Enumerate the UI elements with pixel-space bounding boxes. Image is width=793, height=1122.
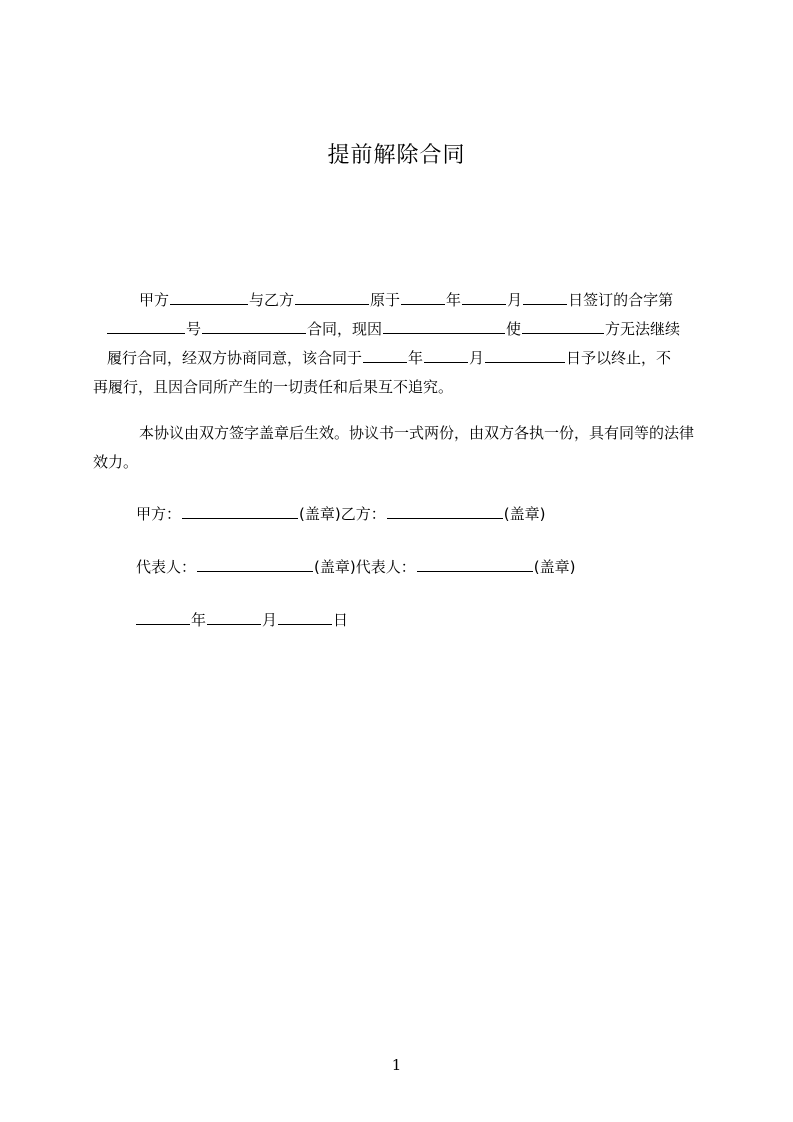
seal-b-label: (盖章) [503,505,546,523]
contract-now-label: 合同，现因 [307,320,383,338]
day-signed-label: 日签订的合字第 [568,291,674,309]
reason-blank[interactable] [383,319,505,334]
document-title: 提前解除合同 [327,143,466,168]
termination-clause [93,286,705,402]
number-label: 号 [186,320,202,338]
validity-clause [93,419,705,477]
rep-seal-b-label: (盖章) [533,558,576,576]
party-a-label: 甲方 [139,291,170,309]
day-terminate-label: 日予以终止，不 [566,349,672,367]
date-day-label: 日 [333,611,349,629]
contract-number-blank[interactable] [202,319,306,334]
rep-a-blank[interactable] [197,557,313,572]
page-number: 1 [391,1056,402,1074]
month-label: 月 [507,291,523,309]
seal-a-label: (盖章) [299,505,341,523]
cannot-continue-label: 方无法继续 [605,320,681,338]
line4-text: 再履行，且因合同所产生的一切责任和后果互不追究。 [93,378,454,396]
sign-party-b-label: 乙方： [340,505,386,523]
date-day-blank[interactable] [278,610,332,625]
rep-b-label: 代表人： [355,558,416,576]
signature-row-representatives [136,555,575,579]
signature-row-parties [136,502,545,526]
line3-text: 履行合同，经双方协商同意，该合同于 [107,349,363,367]
validity-text: 本协议由双方签字盖章后生效。协议书一式两份，由双方各执一份，具有同等的法律效力。 [93,424,695,471]
rep-a-label: 代表人： [136,558,197,576]
date-year-label: 年 [191,611,207,629]
contract-prefix-blank[interactable] [107,319,185,334]
year-label: 年 [446,291,462,309]
year2-label: 年 [408,349,424,367]
originally-label: 原于 [370,291,401,309]
sign-party-b-blank[interactable] [387,504,503,519]
make-label: 使 [506,320,522,338]
date-year-blank[interactable] [136,610,190,625]
with-party-b-label: 与乙方 [249,291,295,309]
party-unable-blank[interactable] [522,319,604,334]
date-month-label: 月 [262,611,278,629]
sign-day-blank[interactable] [523,290,567,305]
sign-party-a-blank[interactable] [182,504,298,519]
party-a-blank[interactable] [170,290,248,305]
rep-b-blank[interactable] [417,557,533,572]
month2-label: 月 [469,349,485,367]
terminate-year-blank[interactable] [363,348,407,363]
sign-year-blank[interactable] [401,290,445,305]
date-month-blank[interactable] [207,610,261,625]
rep-seal-a-label: (盖章) [314,558,356,576]
sign-month-blank[interactable] [462,290,506,305]
party-b-blank[interactable] [295,290,369,305]
terminate-day-blank[interactable] [485,348,565,363]
sign-party-a-label: 甲方： [136,505,182,523]
terminate-month-blank[interactable] [424,348,468,363]
signature-date-row [136,608,348,632]
